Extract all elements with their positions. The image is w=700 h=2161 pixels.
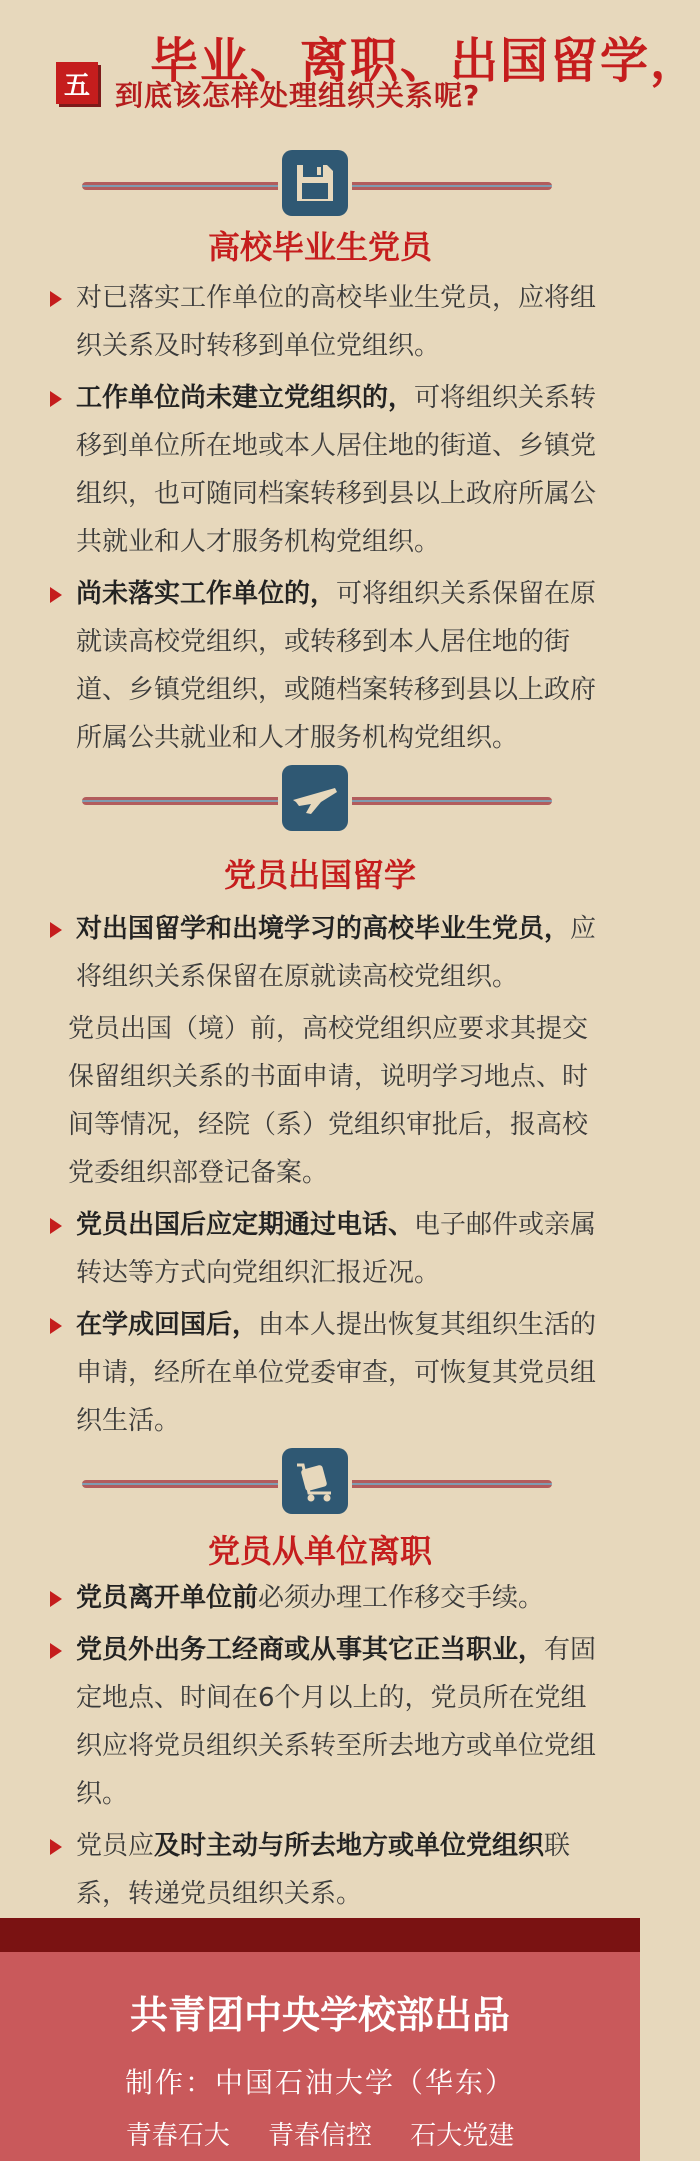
section-title: 党员从单位离职 xyxy=(207,1532,432,1570)
item-emphasis: 及时主动与所去地方或单位党组织 xyxy=(154,1831,545,1861)
item-text: 联系，转递党员组织关系。 xyxy=(76,1831,571,1909)
page-subtitle: 到底该怎样处理组织关系呢? xyxy=(115,79,481,112)
footer-band xyxy=(0,1918,640,1952)
item-text: 党员应 xyxy=(76,1831,155,1861)
section-title: 高校毕业生党员 xyxy=(207,228,432,266)
bullet-triangle-icon xyxy=(50,1218,62,1234)
bullet-triangle-icon xyxy=(50,1318,62,1334)
item-text: 电子邮件或亲属转达等方式向党组织汇报近况。 xyxy=(76,1210,597,1288)
item-text: 必须办理工作移交手续。 xyxy=(258,1583,545,1613)
floppy-disk-icon xyxy=(282,150,348,216)
item-emphasis: 党员离开单位前 xyxy=(76,1583,259,1613)
list-item xyxy=(48,374,608,566)
bullet-triangle-icon xyxy=(50,1643,62,1659)
item-emphasis: 党员外出务工经商或从事其它正当职业， xyxy=(76,1635,545,1665)
section-title: 党员出国留学 xyxy=(223,856,416,894)
item-text: 党员出国（境）前，高校党组织应要求其提交保留组织关系的书面申请，说明学习地点、时间等情况，经院（系）党组织审批后，报高校党委组织部登记备案。 xyxy=(68,1014,589,1188)
list-item xyxy=(48,1005,608,1197)
footer xyxy=(0,1952,640,2161)
section-number-badge: 五 xyxy=(56,62,98,104)
airplane-icon xyxy=(282,765,348,831)
page-title: 毕业、离职、出国留学， xyxy=(150,33,700,89)
footer-publisher: 共青团中央学校部出品 xyxy=(129,1993,510,2037)
item-text: 应将组织关系保留在原就读高校党组织。 xyxy=(76,914,597,992)
bullet-triangle-icon xyxy=(50,1591,62,1607)
list-item xyxy=(48,1626,608,1818)
list-item xyxy=(48,905,608,1001)
bullet-triangle-icon xyxy=(50,291,62,307)
footer-accounts: 青春石大 青春信控 石大党建 xyxy=(125,2121,515,2151)
section-list xyxy=(48,1574,608,1922)
item-text: 可将组织关系转移到单位所在地或本人居住地的街道、乡镇党组织，也可随同档案转移到县以上政府所属公共就业和人才服务机构党组织。 xyxy=(76,383,597,557)
section-divider xyxy=(82,150,552,220)
luggage-cart-icon xyxy=(282,1448,348,1514)
item-text: 可将组织关系保留在原就读高校党组织，或转移到本人居住地的街道、乡镇党组织，或随档案转移到县以上政府所属公共就业和人才服务机构党组织。 xyxy=(76,579,597,753)
bullet-triangle-icon xyxy=(50,391,62,407)
list-item xyxy=(48,274,608,370)
footer-producer: 制作：中国石油大学（华东） xyxy=(124,2066,515,2099)
item-text: 有固定地点、时间在6个月以上的，党员所在党组织应将党员组织关系转至所去地方或单位党组织。 xyxy=(76,1635,597,1809)
list-item xyxy=(48,570,608,762)
section-list xyxy=(48,905,608,1449)
bullet-triangle-icon xyxy=(50,587,62,603)
item-text: 对已落实工作单位的高校毕业生党员，应将组织关系及时转移到单位党组织。 xyxy=(76,283,597,361)
item-emphasis: 对出国留学和出境学习的高校毕业生党员， xyxy=(76,914,571,944)
list-item xyxy=(48,1301,608,1445)
item-text: 由本人提出恢复其组织生活的申请，经所在单位党委审查，可恢复其党员组织生活。 xyxy=(76,1310,597,1436)
item-emphasis: 工作单位尚未建立党组织的， xyxy=(76,383,415,413)
section-divider xyxy=(82,765,552,835)
list-item xyxy=(48,1822,608,1918)
section-divider xyxy=(82,1448,552,1518)
bullet-triangle-icon xyxy=(50,1839,62,1855)
section-list xyxy=(48,274,608,766)
list-item xyxy=(48,1574,608,1622)
item-emphasis: 尚未落实工作单位的， xyxy=(76,579,337,609)
item-emphasis: 党员出国后应定期通过电话、 xyxy=(76,1210,415,1240)
item-emphasis: 在学成回国后， xyxy=(76,1310,259,1340)
bullet-triangle-icon xyxy=(50,922,62,938)
list-item xyxy=(48,1201,608,1297)
